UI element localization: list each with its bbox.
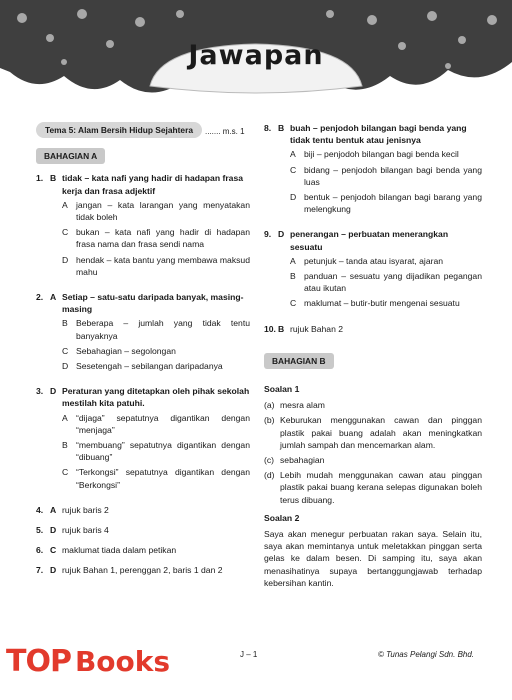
option-explanation: “Terkongsi” sepatutnya digantikan dengan “Berkongsi” xyxy=(76,467,250,490)
option-row xyxy=(62,412,250,436)
theme-header xyxy=(36,122,250,138)
option-letter: C xyxy=(62,345,69,356)
option-row xyxy=(62,317,250,341)
answer-letter: B xyxy=(50,173,57,184)
option-explanation: hendak – kata bantu yang membawa maksud mahu xyxy=(76,254,250,277)
answer-letter: D xyxy=(50,565,57,576)
answer-explanation: rujuk Bahan 2 xyxy=(290,323,344,334)
publisher-note: © Tunas Pelangi Sdn. Bhd. xyxy=(378,650,475,659)
soalan-1-item xyxy=(264,454,482,466)
left-answer-list xyxy=(36,172,250,584)
question-number: 1. xyxy=(36,173,44,184)
item-label: (b) xyxy=(264,415,275,426)
question-row xyxy=(264,323,482,335)
spacer xyxy=(36,579,250,585)
left-column xyxy=(36,122,250,585)
section-a-label: BAHAGIAN A xyxy=(36,148,105,164)
item-answer: sebahagian xyxy=(280,455,325,466)
option-row xyxy=(290,164,482,188)
answer-letter: B xyxy=(278,123,285,133)
option-explanation: bukan – kata nafi yang hadir di hadapan frasa nama dan frasa sendi nama xyxy=(76,227,250,250)
soalan-2-answer: Saya akan menegur perbuatan rakan saya. Selain itu, saya akan memintanya untuk meletakkan pinggan serta gelas ke dalam besen. Di samping itu, saya akan menasihatinya supaya bertanggungjawab terhadap kebersihan kantin. xyxy=(264,529,482,588)
right-answer-list xyxy=(264,122,482,343)
question-number: 5. xyxy=(36,525,44,536)
option-row xyxy=(290,297,482,309)
page-title: Jawapan xyxy=(188,40,324,71)
question-row xyxy=(36,385,250,409)
question-number: 9. xyxy=(264,229,272,240)
answer-letter: D xyxy=(50,525,57,536)
option-letter: D xyxy=(290,192,297,203)
question-number: 6. xyxy=(36,545,44,556)
option-row xyxy=(62,199,250,223)
spacer xyxy=(36,281,250,291)
option-explanation: “dijaga” sepatutnya digantikan dengan “menjaga” xyxy=(76,412,250,435)
item-label: (d) xyxy=(264,470,275,481)
option-explanation: Sebahagian – segolongan xyxy=(76,345,176,356)
theme-label: Tema 5: Alam Bersih Hidup Sejahtera xyxy=(36,122,202,138)
option-explanation: Beberapa – jumlah yang tidak tentu banyaknya xyxy=(76,318,250,341)
question-row xyxy=(264,228,482,252)
answer-explanation: Setiap – satu-satu daripada banyak, masing-masing xyxy=(62,292,244,315)
question-number: 7. xyxy=(36,565,44,576)
item-label: (c) xyxy=(264,455,275,466)
soalan-1-item xyxy=(264,399,482,411)
option-letter: C xyxy=(290,298,297,309)
soalan-1-item xyxy=(264,414,482,451)
option-letter: D xyxy=(62,361,69,372)
question-number: 2. xyxy=(36,292,44,303)
logo-books-text: Books xyxy=(74,645,171,678)
item-label: (a) xyxy=(264,400,275,411)
option-letter: D xyxy=(62,254,69,265)
question-row xyxy=(36,544,250,556)
spacer xyxy=(36,494,250,504)
option-explanation: biji – penjodoh bilangan bagi benda kecil xyxy=(304,149,459,160)
option-row xyxy=(290,270,482,294)
spacer xyxy=(264,313,482,323)
soalan-1-item xyxy=(264,469,482,506)
answer-letter: C xyxy=(50,545,57,556)
answer-explanation: tidak – kata nafi yang hadir di hadapan frasa kerja dan frasa adjektif xyxy=(62,173,244,196)
item-answer: mesra alam xyxy=(280,400,325,411)
option-letter: C xyxy=(62,467,69,478)
item-answer: Lebih mudah menggunakan cawan atau pinggan plastik pakai buang kerana selepas digunakan boleh terus dibuang. xyxy=(280,470,482,505)
soalan-1-title: Soalan 1 xyxy=(264,384,300,395)
spacer xyxy=(264,218,482,228)
option-letter: A xyxy=(290,255,296,266)
option-row xyxy=(62,345,250,357)
item-answer: Keburukan menggunakan cawan dan pinggan plastik pakai buang adalah akan meningkatkan jumlah sampah dan mencemarkan alam. xyxy=(280,415,482,450)
option-explanation: bentuk – penjodoh bilangan bagi barang yang melengkung xyxy=(304,192,482,215)
topbooks-logo xyxy=(6,644,170,679)
answer-letter: A xyxy=(50,504,57,515)
option-letter: C xyxy=(290,164,297,175)
section-b-label: BAHAGIAN B xyxy=(264,353,334,369)
soalan-2-title: Soalan 2 xyxy=(264,512,300,523)
question-row xyxy=(36,291,250,315)
logo-top-text: TOP xyxy=(6,644,71,679)
answer-explanation: buah – penjodoh bilangan bagi benda yang tidak tentu bentuk atau jenisnya xyxy=(290,123,467,146)
option-row xyxy=(62,254,250,278)
option-explanation: Sesetengah – sebilangan daripadanya xyxy=(76,361,223,372)
answer-explanation: maklumat tiada dalam petikan xyxy=(62,545,177,556)
question-number: 3. xyxy=(36,386,44,397)
option-row xyxy=(62,439,250,463)
answer-letter: D xyxy=(50,386,57,397)
answer-letter: A xyxy=(50,292,57,303)
option-explanation: “membuang” sepatutnya digantikan dengan “dibuang” xyxy=(76,440,250,463)
right-column xyxy=(264,122,482,589)
option-letter: A xyxy=(290,149,296,160)
theme-page-ref: ....... m.s. 1 xyxy=(205,127,245,136)
option-row xyxy=(290,255,482,267)
option-explanation: bidang – penjodoh bilangan bagi benda yang luas xyxy=(304,164,482,187)
answer-explanation: rujuk Bahan 1, perenggan 2, baris 1 dan 2 xyxy=(62,565,223,576)
answer-letter: B xyxy=(278,323,285,334)
question-row xyxy=(36,564,250,576)
option-letter: A xyxy=(62,412,68,423)
soalan-1-items xyxy=(264,399,482,506)
option-explanation: panduan – sesuatu yang dijadikan pegangan atau ikutan xyxy=(304,271,482,294)
spacer xyxy=(36,375,250,385)
question-number: 10. xyxy=(264,323,276,334)
answer-explanation: Peraturan yang ditetapkan oleh pihak sekolah mestilah kita patuhi. xyxy=(62,386,250,409)
question-number: 8. xyxy=(264,123,272,133)
question-row xyxy=(36,172,250,196)
option-letter: B xyxy=(290,271,296,282)
option-row xyxy=(290,191,482,215)
option-row xyxy=(62,466,250,490)
option-explanation: jangan – kata larangan yang menyatakan tidak boleh xyxy=(76,199,250,223)
answer-explanation: rujuk baris 2 xyxy=(62,504,109,515)
option-row xyxy=(290,148,482,160)
option-row xyxy=(62,226,250,250)
question-number: 4. xyxy=(36,504,44,515)
option-letter: A xyxy=(62,199,68,210)
answer-explanation: rujuk baris 4 xyxy=(62,525,109,536)
option-letter: B xyxy=(62,440,68,451)
page-number: J – 1 xyxy=(240,650,258,659)
question-row xyxy=(264,122,482,146)
option-letter: B xyxy=(62,318,68,329)
question-row xyxy=(36,524,250,536)
option-explanation: petunjuk – tanda atau isyarat, ajaran xyxy=(304,255,444,266)
question-row xyxy=(36,504,250,516)
answer-letter: D xyxy=(278,229,285,240)
option-letter: C xyxy=(62,227,69,238)
option-row xyxy=(62,360,250,372)
answer-explanation: penerangan – perbuatan menerangkan sesuatu xyxy=(290,229,449,252)
option-explanation: maklumat – butir-butir mengenai sesuatu xyxy=(304,298,460,309)
